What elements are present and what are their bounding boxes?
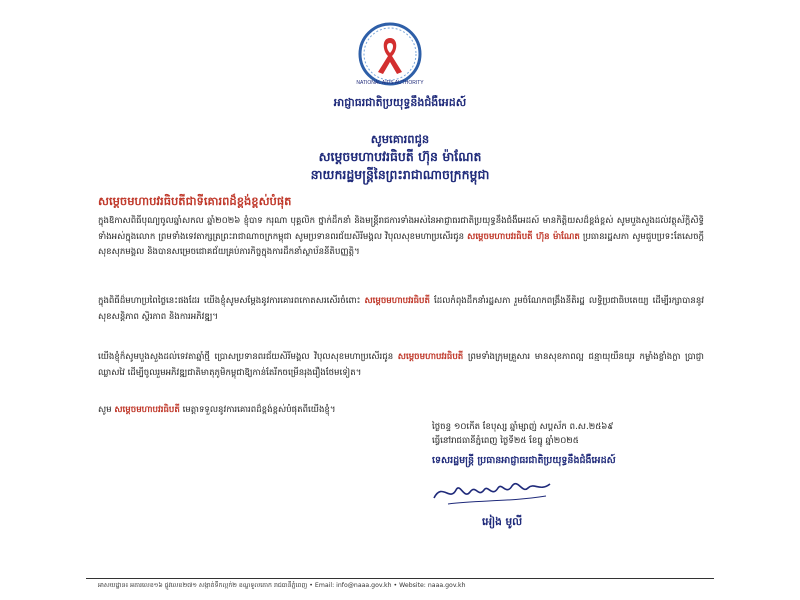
paragraph-4-text-a: សូម <box>98 405 115 415</box>
paragraph-3-name: សម្តេចមហាបវរធិបតី <box>397 352 464 362</box>
footer-address: អាសយដ្ឋាន៖ អគារលេខ១៦ ផ្លូវលេខ២៧១ សង្កាត់ទឹកល្អក់២ ខណ្ឌទួលគោក រាជធានីភ្នំពេញ <box>98 582 308 589</box>
solar-date: ធ្វើនៅរាជធានីភ្នំពេញ ថ្ងៃទី២៥ ខែធ្នូ ឆ្នាំ២០២៥ <box>432 436 579 446</box>
footer <box>98 582 718 591</box>
letter-title: សម្តេចមហាបវរធិបតីជាទីគោរពដ៏ខ្ពង់ខ្ពស់បំផុត <box>98 194 292 208</box>
paragraph-3 <box>98 350 704 381</box>
paragraph-2 <box>98 294 704 325</box>
signatory-name: អៀង មូលី <box>482 516 523 528</box>
paragraph-4-text-b: មេត្តាទទួលនូវការគោរពដ៏ខ្ពង់ខ្ពស់បំផុតពីយើងខ្ញុំ។ <box>179 405 336 415</box>
greeting-block <box>0 130 800 184</box>
paragraph-2-name: សម្តេចមហាបវរធិបតី <box>364 296 430 306</box>
paragraph-4 <box>98 403 704 419</box>
paragraph-2-text-b: ដែលកំពុងដឹកនាំរដ្ឋសភា រួមចំណែកពង្រឹងនីតិរដ្ឋ លទ្ធិប្រជាធិបតេយ្យ ដើម្បីរក្សាបាននូវសុខសន្តិភាព ស្ថិរភាព និងការអភិវឌ្ឍ។ <box>98 296 705 322</box>
paragraph-1-name: សម្តេចមហាបវរធិបតី ហ៊ុន ម៉ាណែត <box>467 231 580 242</box>
recipient-position: នាយករដ្ឋមន្ត្រីនៃព្រះរាជាណាចក្រកម្ពុជា <box>310 167 490 182</box>
paragraph-3-text-b: ព្រមទាំងក្រុមគ្រួសារ មានសុខភាពល្អ ជន្មាយុយឺនយូរ កម្លាំងខ្លាំងក្លា ប្រាជ្ញាឈ្លាសវៃ ដើម្បីចូលរួមអភិវឌ្ឍជាតិមាតុភូមិកម្ពុជាឱ្យកាន់តែរីកចម្រើនរុងរឿងថែមទៀត។ <box>98 352 704 378</box>
organization-name: អាជ្ញាធរជាតិប្រយុទ្ធនឹងជំងឺអេដស៍ <box>333 96 467 109</box>
footer-email[interactable]: • Email: info@naaa.gov.kh <box>309 582 392 589</box>
handwritten-signature <box>428 472 558 512</box>
paragraph-4-name: សម្តេចមហាបវរធិបតី <box>114 405 180 415</box>
signatory-title: ទេសរដ្ឋមន្ត្រី ប្រធានអាជ្ញាធរជាតិប្រយុទ្ធនឹងជំងឺអេដស៍ <box>432 455 616 466</box>
lunar-date: ថ្ងៃចន្ទ ១០កើត ខែបុស្ស ឆ្នាំម្សាញ់ សប្តស័ក ព.ស.២៥៦៩ <box>432 422 614 432</box>
red-ribbon-logo <box>340 14 440 94</box>
paragraph-1-text-b: ប្រធានរដ្ឋសភា សូមជួបប្រទះតែសេចក្តីសុខសុភមង្គល និងបានសម្រេចជោគជ័យគ្រប់ភារកិច្ចក្នុងការដឹកនាំស្ថាប័ននីតិបញ្ញត្តិ។ <box>98 231 704 257</box>
paragraph-3-text-a: យើងខ្ញុំក៏សូមបួងសួងដល់ទេវតាឆ្នាំថ្មី ប្រោសប្រទានពរជ័យសិរីមង្គល វិបុលសុខមហាប្រសើរជូន <box>98 352 398 362</box>
recipient-name: សម្តេចមហាបវរធិបតី ហ៊ុន ម៉ាណែត <box>318 149 482 164</box>
paragraph-1 <box>98 214 704 261</box>
date-block <box>432 420 613 448</box>
logo-text: NATIONAL AIDS AUTHORITY <box>356 80 424 86</box>
greeting-salutation: សូមគោរពជូន <box>370 132 430 146</box>
paragraph-2-text-a: ក្នុងពិធីដ៏មហាប្រពៃថ្ងៃនេះផងដែរ យើងខ្ញុំសូមសម្តែងនូវការគោរពកោតសរសើរចំពោះ <box>98 296 365 306</box>
footer-divider <box>86 578 714 579</box>
footer-website[interactable]: • Website: naaa.gov.kh <box>393 582 466 589</box>
paragraph-1-text-a: ក្នុងឱកាសពិធីបុណ្យចូលឆ្នាំសកល ឆ្នាំ២០២៦ ខ្ញុំបាទ ករុណា បុគ្គលិក ថ្នាក់ដឹកនាំ និងមន្ត្រីរាជការទាំងអស់នៃអាជ្ញាធរជាតិប្រយុទ្ធនឹងជំងឺអេដស៍ មានកិត្តិយសដ៏ខ្ពង់ខ្ពស់ សូមបួងសួងដល់វត្ថុស័ក្តិសិទ្ធិទាំងអស់ក្នុងលោក ព្រមទាំងទេវតាក្សត្រព្រះរាជាណាចក្រកម្ពុជា សូមប្រទានពរជ័យសិរីមង្គល វិបុលសុខមហាប្រសើរជូន <box>98 216 704 242</box>
